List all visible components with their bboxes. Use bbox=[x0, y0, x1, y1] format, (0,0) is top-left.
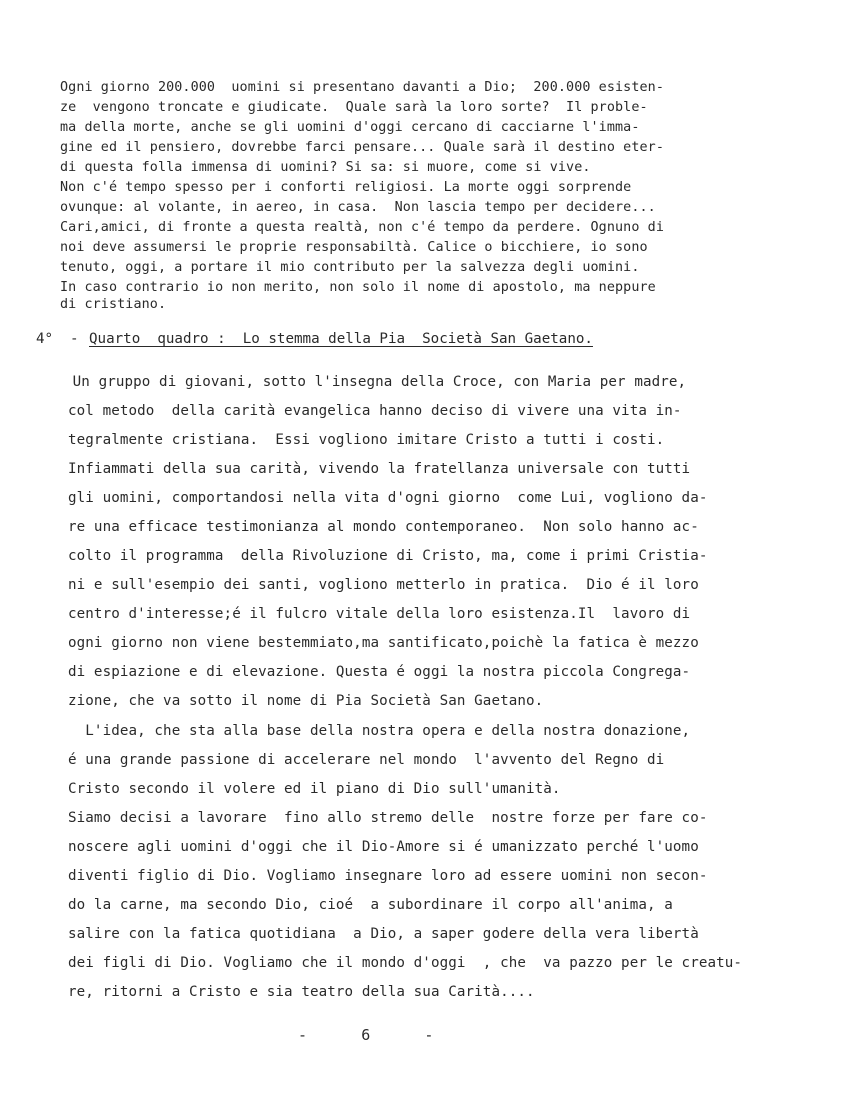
text-line: gli uomini, comportandosi nella vita d'ogni giorno come Lui, vogliono da- bbox=[68, 490, 708, 506]
text-line: ze vengono troncate e giudicate. Quale sarà la loro sorte? Il proble- bbox=[60, 100, 648, 115]
text-line: In caso contrario io non merito, non solo il nome di apostolo, ma neppure bbox=[60, 280, 656, 295]
page-number: - 6 - bbox=[298, 1026, 434, 1044]
section-dash: - bbox=[70, 331, 79, 347]
text-line: noi deve assumersi le proprie responsabiltà. Calice o bicchiere, io sono bbox=[60, 240, 648, 255]
text-line: centro d'interesse;é il fulcro vitale della loro esistenza.Il lavoro di bbox=[68, 606, 691, 622]
text-line: dei figli di Dio. Vogliamo che il mondo d'oggi , che va pazzo per le creatu- bbox=[68, 955, 743, 971]
text-line: Non c'é tempo spesso per i conforti religiosi. La morte oggi sorprende bbox=[60, 180, 632, 195]
text-line: ni e sull'esempio dei santi, vogliono metterlo in pratica. Dio é il loro bbox=[68, 577, 699, 593]
text-line: zione, che va sotto il nome di Pia Società San Gaetano. bbox=[68, 693, 544, 709]
text-line: Un gruppo di giovani, sotto l'insegna della Croce, con Maria per madre, bbox=[64, 374, 687, 390]
text-line: colto il programma della Rivoluzione di Cristo, ma, come i primi Cristia- bbox=[68, 548, 708, 564]
text-line: Siamo decisi a lavorare fino allo stremo delle nostre forze per fare co- bbox=[68, 810, 708, 826]
text-line: noscere agli uomini d'oggi che il Dio-Amore si é umanizzato perché l'uomo bbox=[68, 839, 699, 855]
text-line: é una grande passione di accelerare nel mondo l'avvento del Regno di bbox=[68, 752, 665, 768]
text-line: ma della morte, anche se gli uomini d'oggi cercano di cacciarne l'imma- bbox=[60, 120, 640, 135]
text-line: Cari,amici, di fronte a questa realtà, non c'é tempo da perdere. Ognuno di bbox=[60, 220, 664, 235]
text-line: col metodo della carità evangelica hanno deciso di vivere una vita in- bbox=[68, 403, 682, 419]
section-heading: Quarto quadro : Lo stemma della Pia Società San Gaetano. bbox=[89, 331, 593, 347]
text-line: Infiammati della sua carità, vivendo la fratellanza universale con tutti bbox=[68, 461, 691, 477]
text-line: di espiazione e di elevazione. Questa é oggi la nostra piccola Congrega- bbox=[68, 664, 691, 680]
text-line: ovunque: al volante, in aereo, in casa. Non lascia tempo per decidere... bbox=[60, 200, 656, 215]
text-line: L'idea, che sta alla base della nostra opera e della nostra donazione, bbox=[68, 723, 691, 739]
text-line: di cristiano. bbox=[60, 297, 167, 312]
text-line: tenuto, oggi, a portare il mio contributo per la salvezza degli uomini. bbox=[60, 260, 640, 275]
text-line: re una efficace testimonianza al mondo contemporaneo. Non solo hanno ac- bbox=[68, 519, 699, 535]
text-line: gine ed il pensiero, dovrebbe farci pensare... Quale sarà il destino eter- bbox=[60, 140, 664, 155]
text-line: Ogni giorno 200.000 uomini si presentano davanti a Dio; 200.000 esisten- bbox=[60, 80, 664, 95]
text-line: do la carne, ma secondo Dio, cioé a subordinare il corpo all'anima, a bbox=[68, 897, 673, 913]
text-line: tegralmente cristiana. Essi vogliono imitare Cristo a tutti i costi. bbox=[68, 432, 665, 448]
text-line: di questa folla immensa di uomini? Si sa: si muore, come si vive. bbox=[60, 160, 591, 175]
text-line: Cristo secondo il volere ed il piano di Dio sull'umanità. bbox=[68, 781, 561, 797]
text-line: re, ritorni a Cristo e sia teatro della sua Carità.... bbox=[68, 984, 535, 1000]
section-number: 4° bbox=[36, 331, 54, 347]
text-line: salire con la fatica quotidiana a Dio, a saper godere della vera libertà bbox=[68, 926, 699, 942]
text-line: diventi figlio di Dio. Vogliamo insegnare loro ad essere uomini non secon- bbox=[68, 868, 708, 884]
text-line: ogni giorno non viene bestemmiato,ma santificato,poichè la fatica è mezzo bbox=[68, 635, 699, 651]
